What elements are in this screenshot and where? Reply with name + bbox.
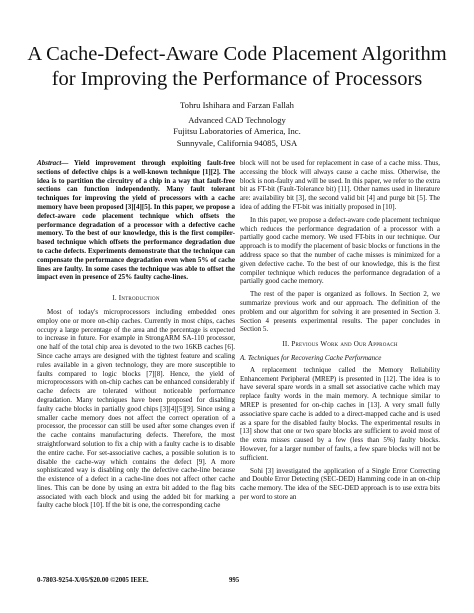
affiliation-line-1: Advanced CAD Technology bbox=[188, 114, 286, 125]
left-column bbox=[37, 159, 235, 510]
right-column bbox=[240, 159, 440, 502]
page-number: 995 bbox=[229, 577, 240, 584]
author-block bbox=[0, 100, 474, 149]
affiliation-address: Sunnyvale, California 94085, USA bbox=[176, 137, 298, 148]
affiliation-line-2: Fujitsu Laboratories of America, Inc. bbox=[173, 126, 301, 136]
subsection-heading-techniques: A. Techniques for Recovering Cache Performance bbox=[240, 353, 382, 362]
paragraph-sec2a-1: A replacement technique called the Memory Reliability Enhancement Peripheral (MREP) is presented in [12]. The idea is to have several spare words in a small set associative cache which may replace faulty words in the main memory. A technique similar to MREP is presented for on-chip caches in [13]. A very small fully associative spare cache is added to a direct-mapped cache and is used as a spare for the disabled faulty blocks. The experimental results in [13] show that one or two spare blocks are sufficient to avoid most of the extra misses caused by a few (less than 5%) faulty blocks. However, for a larger number of faults, a few spare blocks will not be sufficient. bbox=[240, 365, 440, 462]
section-heading-introduction: I. Introduction bbox=[112, 294, 160, 303]
paragraph-right-2: In this paper, we propose a defect-aware code placement technique which reduces the performance degradation of a processor with a partially good cache memory. We used FT-bits in our technique. Our approach is to modify the placement of basic blocks or functions in the address space so that the number of cache misses is minimized for a given defective cache. To the best of our knowledge, this is the first compiler technique which reduces the performance degradation of a partially good cache memory. bbox=[240, 215, 441, 286]
paragraph-sec2a-2: Sohi [3] investigated the application of a Single Error Correcting and Double Error Detecting (SEC-DED) Hamming code in an on-chip cache memory. The idea of the SEC-DED approach is to use extra bits per word to store an bbox=[240, 466, 440, 501]
author-names: Tohru Ishihara and Farzan Fallah bbox=[180, 100, 294, 110]
abstract bbox=[37, 159, 235, 282]
abstract-text: — Yield improvement through exploiting fault-free sections of defective chips is a well-known technique [1][2]. The idea is to partition the circuitry of a chip in a way that fault-free sections can function independently. Many fault tolerant techniques for improving the yield of processors with a cache memory have been proposed [3][4][5]. In this paper, we propose a defect-aware code placement technique which offsets the performance degradation of a processor with a defective cache memory. To the best of our knowledge, this is the first compiler-based technique which offsets the performance degradation due to cache defects. Experiments demonstrate that the technique can compensate the performance degradation even when 5% of cache lines are faulty. In some cases the technique was able to offset the impact even in presence of 25% faulty cache-lines. bbox=[37, 159, 235, 282]
paragraph-intro-1: Most of today's microprocessors including embedded ones employ one or more on-chip caches. Currently in most chips, caches occupy a large percentage of the area and the percentage is expected to increase in future. For example in StrongARM SA-110 processor, one half of the total chip area is devoted to the two 16KB caches [6]. Since cache arrays are designed with the tightest feature and scaling rules available in a given technology, they are more susceptible to faults compared to logic blocks [7][8]. Hence, the yield of microprocessors with on-chip caches can be enhanced considerably if cache defects are tolerated without noticeable performance degradation. Many techniques have been proposed for disabling faulty cache blocks in partially good chips [3][4][5][9]. Since using a smaller cache memory does not affect the correct operation of a processor, the processor can still be used after some changes even if the cache contains manufacturing defects. Therefore, the most straightforward solution to fix a chip with a faulty cache is to disable the entire cache. For set-associative caches, a possible solution is to disable the cache-way which contains the defect [9]. A more sophisticated way is disabling only the defective cache-line because the existence of a defect in a cache-line does not affect other cache lines. This can be done by using an extra bit added to the flag bits associated with each block and using the added bit for marking a faulty cache block [10]. If the bit is one, the corresponding cache bbox=[37, 307, 235, 510]
footer-isbn: 0-7803-9254-X/05/$20.00 ©2005 IEEE. bbox=[37, 577, 149, 584]
abstract-lead: Abstract bbox=[37, 159, 62, 167]
paper-title: A Cache-Defect-Aware Code Placement Algorithm for Improving the Performance of Processors bbox=[27, 43, 447, 90]
paragraph-right-1: block will not be used for replacement in case of a cache miss. Thus, accessing the block will always cause a cache miss. Otherwise, the block is non-faulty and will be used. In this paper, we refer to the extra bit as FT-bit (Fault-Tolerance bit) [11]. Other names used in literature are: availability bit [3], the second valid bit [4] and purge bit [5]. The idea of adding the FT-bit was initially proposed in [10]. bbox=[240, 159, 440, 211]
section-heading-previous-work: II. Previous Work and Our Approach bbox=[282, 340, 398, 349]
paragraph-right-3: The rest of the paper is organized as follows. In Section 2, we summarize previous work and our approach. The definition of the problem and our algorithm for solving it are presented in Section 3. Section 4 presents experimental results. The paper concludes in Section 5. bbox=[240, 290, 440, 334]
